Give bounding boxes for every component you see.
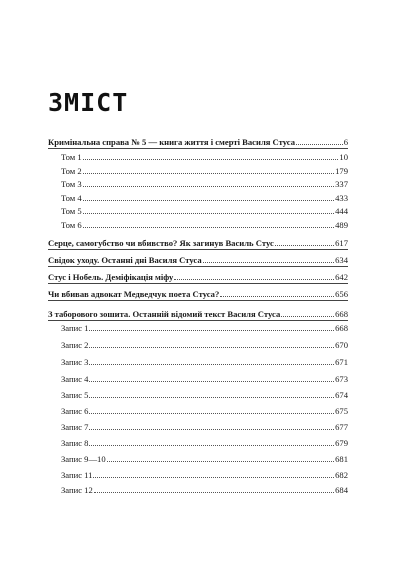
- toc-page-number: 6: [343, 137, 348, 147]
- toc-item-title: Запис 1: [61, 323, 89, 333]
- toc-item-title: Том 2: [61, 166, 82, 176]
- toc-item[interactable]: [48, 322, 348, 334]
- toc-item[interactable]: [48, 421, 348, 433]
- toc-item-title: Запис 8: [61, 438, 89, 448]
- toc-page-number: 677: [335, 422, 348, 432]
- toc-item-title: Запис 3: [61, 357, 89, 367]
- toc-page-number: 679: [335, 438, 348, 448]
- toc-item-title: Том 1: [61, 152, 82, 162]
- toc-section[interactable]: [48, 271, 348, 284]
- dot-leader: [93, 477, 334, 478]
- toc-item[interactable]: [48, 219, 348, 231]
- toc-item-title: Запис 12: [61, 485, 93, 495]
- dot-leader: [89, 413, 334, 414]
- toc-item[interactable]: [48, 437, 348, 449]
- dot-leader: [281, 316, 334, 317]
- toc-item[interactable]: [48, 484, 348, 496]
- toc-item-title: Запис 7: [61, 422, 89, 432]
- toc-page-number: 671: [335, 357, 348, 367]
- toc-item-title: Запис 9—10: [61, 454, 106, 464]
- dot-leader: [296, 144, 343, 145]
- toc-item[interactable]: [48, 389, 348, 401]
- toc-item[interactable]: [48, 373, 348, 385]
- toc-item-title: Том 4: [61, 193, 82, 203]
- toc-item[interactable]: [48, 165, 348, 177]
- toc-section-title: Свідок уходу. Останні дні Василя Стуса: [48, 255, 202, 265]
- toc-page-number: 634: [335, 255, 348, 265]
- toc-section[interactable]: [48, 237, 348, 250]
- dot-leader: [220, 296, 334, 297]
- toc-item-title: Запис 4: [61, 374, 89, 384]
- toc-section[interactable]: [48, 288, 348, 301]
- toc-item[interactable]: [48, 151, 348, 163]
- toc-item-title: Запис 6: [61, 406, 89, 416]
- toc-page-number: 675: [335, 406, 348, 416]
- toc-item[interactable]: [48, 453, 348, 465]
- toc-page-number: 656: [335, 289, 348, 299]
- toc-item-title: Том 5: [61, 206, 82, 216]
- dot-leader: [83, 173, 334, 174]
- toc-section-title: Чи вбивав адвокат Медведчук поета Стуса?: [48, 289, 220, 299]
- toc-page-number: 670: [335, 340, 348, 350]
- toc-page-number: 489: [335, 220, 348, 230]
- toc-item[interactable]: [48, 469, 348, 481]
- toc-item[interactable]: [48, 192, 348, 204]
- toc-section[interactable]: [48, 254, 348, 267]
- toc-item-title: Том 3: [61, 179, 82, 189]
- dot-leader: [89, 364, 334, 365]
- toc-section[interactable]: [48, 136, 348, 149]
- toc-page-number: 668: [335, 323, 348, 333]
- toc-item[interactable]: [48, 205, 348, 217]
- toc-item-title: Запис 2: [61, 340, 89, 350]
- toc-item[interactable]: [48, 405, 348, 417]
- dot-leader: [89, 397, 334, 398]
- toc-page-number: 684: [335, 485, 348, 495]
- toc-section-title: Стус і Нобель. Деміфікація міфу: [48, 272, 174, 282]
- toc-page-number: 682: [335, 470, 348, 480]
- dot-leader: [203, 262, 334, 263]
- toc-page-number: 673: [335, 374, 348, 384]
- dot-leader: [83, 186, 334, 187]
- dot-leader: [89, 381, 334, 382]
- toc-section-title: Серце, самогубство чи вбивство? Як загинув Василь Стус: [48, 238, 274, 248]
- dot-leader: [275, 245, 334, 246]
- toc-page-number: 179: [335, 166, 348, 176]
- toc-item[interactable]: [48, 356, 348, 368]
- toc-page-number: 10: [339, 152, 348, 162]
- dot-leader: [94, 492, 334, 493]
- dot-leader: [83, 227, 334, 228]
- toc-section-title: Кримінальна справа № 5 — книга життя і смерті Василя Стуса: [48, 137, 296, 147]
- toc-page-number: 337: [335, 179, 348, 189]
- toc-item-title: Запис 5: [61, 390, 89, 400]
- toc-item[interactable]: [48, 339, 348, 351]
- dot-leader: [89, 429, 334, 430]
- dot-leader: [89, 445, 334, 446]
- toc-section[interactable]: [48, 308, 348, 321]
- dot-leader: [89, 347, 334, 348]
- toc-section-title: З таборового зошита. Останній відомий текст Василя Стуса: [48, 309, 281, 319]
- toc-page-number: 444: [335, 206, 348, 216]
- toc-page-number: 642: [335, 272, 348, 282]
- toc-page-number: 674: [335, 390, 348, 400]
- toc-page-number: 681: [335, 454, 348, 464]
- dot-leader: [83, 200, 334, 201]
- dot-leader: [89, 330, 334, 331]
- page-title: ЗМІСТ: [48, 88, 129, 117]
- toc-item[interactable]: [48, 178, 348, 190]
- toc-item-title: Том 6: [61, 220, 82, 230]
- dot-leader: [174, 279, 334, 280]
- dot-leader: [107, 461, 334, 462]
- dot-leader: [83, 213, 334, 214]
- toc-page-number: 433: [335, 193, 348, 203]
- toc-item-title: Запис 11: [61, 470, 93, 480]
- dot-leader: [83, 159, 339, 160]
- toc-page-number: 617: [335, 238, 348, 248]
- toc-page-number: 668: [335, 309, 348, 319]
